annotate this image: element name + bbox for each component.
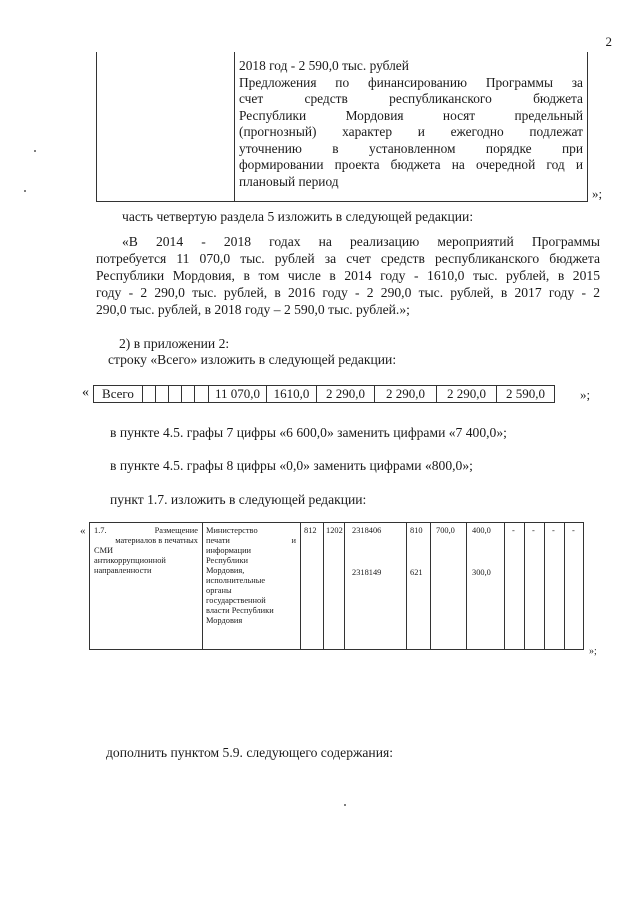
dash-2015: - [512, 526, 515, 535]
dash-2016: - [532, 526, 535, 535]
value-2014: 400,0 [472, 526, 491, 535]
column-divider [344, 523, 345, 649]
item-description-line: антикоррупционной [94, 556, 166, 565]
paragraph-line: «В 2014 - 2018 годах на реализацию мероприятий Программы [122, 234, 600, 249]
value-total: 700,0 [436, 526, 455, 535]
year-2017-cell: 2 290,0 [437, 385, 497, 403]
year-2018-cell: 2 590,0 [497, 385, 555, 403]
executor-line: печати и [206, 536, 296, 545]
column-divider [504, 523, 505, 649]
closing-quote: »; [589, 646, 597, 657]
financing-cell [239, 58, 583, 190]
item-description-line: направленности [94, 566, 152, 575]
scan-speck [24, 190, 26, 192]
opening-quote: « [82, 385, 89, 400]
column-divider [564, 523, 565, 649]
year-2016-cell: 2 290,0 [375, 385, 437, 403]
year-2014-cell: 1610,0 [267, 385, 317, 403]
item-1-7-table [89, 522, 584, 650]
scan-speck [344, 804, 346, 806]
column-divider [430, 523, 431, 649]
dash-2017: - [552, 526, 555, 535]
column-divider [323, 523, 324, 649]
executor-line: информации [206, 546, 252, 555]
table-line: Предложения по финансированию Программы за [239, 74, 583, 90]
paragraph-line: году - 2 290,0 тыс. рублей, в 2016 году - 2 290,0 тыс. рублей, в 2017 году - 2 [96, 285, 600, 300]
column-divider [466, 523, 467, 649]
executor-line: органы [206, 586, 232, 595]
table-line: Республики Мордовия носят предельный [239, 107, 583, 123]
table-line: 2018 год - 2 590,0 тыс. рублей [239, 58, 409, 73]
appendix-heading: 2) в приложении 2: [119, 336, 230, 351]
executor-line: исполнительные [206, 576, 266, 585]
item-description-line: СМИ [94, 546, 114, 555]
executor-line: государственной [206, 596, 266, 605]
code-target-a: 2318406 [352, 526, 382, 535]
table-divider [234, 52, 235, 201]
table-line: уточнению в установленном порядке при [239, 140, 583, 156]
paragraph-line: 290,0 тыс. рублей, в 2018 году – 2 590,0 тыс. рублей.»; [96, 302, 410, 317]
column-divider [544, 523, 545, 649]
table-line: счет средств республиканского бюджета [239, 91, 583, 106]
paragraph-line: потребуется 11 070,0 тыс. рублей за счет средств республиканского бюджета [96, 251, 600, 266]
empty-cell [156, 385, 169, 403]
empty-cell [143, 385, 156, 403]
opening-quote: « [80, 525, 86, 537]
executor-line: власти Республики [206, 606, 274, 615]
page-number: 2 [605, 34, 612, 49]
instruction-item-5-9: дополнить пунктом 5.9. следующего содержания: [106, 745, 394, 760]
item-number: 1.7. [94, 526, 107, 535]
column-divider [406, 523, 407, 649]
code-section: 1202 [326, 526, 343, 535]
continuation-table [96, 52, 588, 202]
table-line: плановый период [239, 173, 339, 189]
closing-quote: »; [592, 186, 603, 201]
total-row [93, 385, 555, 403]
code-target-b: 2318149 [352, 568, 382, 577]
code-type-b: 621 [410, 568, 423, 577]
empty-cell [195, 385, 209, 403]
item-description-line: материалов в печатных [115, 536, 198, 545]
table-line: (прогнозный) характер и ежегодно подлежат [239, 124, 583, 139]
paragraph-line: Республики Мордовия, в том числе в 2014 году - 1610,0 тыс. рублей, в 2015 [96, 268, 600, 283]
executor-line: Мордовия, [206, 566, 245, 575]
instruction-item-1-7: пункт 1.7. изложить в следующей редакции: [110, 492, 367, 507]
total-sum-cell: 11 070,0 [209, 385, 267, 403]
executor-line: Министерство [206, 526, 258, 535]
instruction-graph-7: в пункте 4.5. графы 7 цифры «6 600,0» заменить цифрами «7 400,0»; [110, 425, 507, 440]
table-line: формировании проекта бюджета на очередной год и [239, 157, 583, 172]
total-label-cell: Всего [93, 385, 143, 403]
instruction-graph-8: в пункте 4.5. графы 8 цифры «0,0» заменить цифрами «800,0»; [110, 458, 473, 473]
executor-line: Мордовия [206, 616, 243, 625]
column-divider [300, 523, 301, 649]
empty-cell [182, 385, 195, 403]
closing-quote: »; [580, 387, 591, 402]
scan-speck [34, 150, 36, 152]
value-2014-second: 300,0 [472, 568, 491, 577]
code-ministry: 812 [304, 526, 317, 535]
code-type-a: 810 [410, 526, 423, 535]
instruction-total-row: строку «Всего» изложить в следующей редакции: [108, 352, 397, 367]
executor-line: Республики [206, 556, 249, 565]
column-divider [202, 523, 203, 649]
instruction-part-four: часть четвертую раздела 5 изложить в следующей редакции: [122, 209, 474, 224]
year-2015-cell: 2 290,0 [317, 385, 375, 403]
dash-2018: - [572, 526, 575, 535]
item-description-line: Размещение [154, 526, 198, 535]
column-divider [524, 523, 525, 649]
empty-cell [169, 385, 182, 403]
quoted-paragraph [96, 233, 600, 318]
